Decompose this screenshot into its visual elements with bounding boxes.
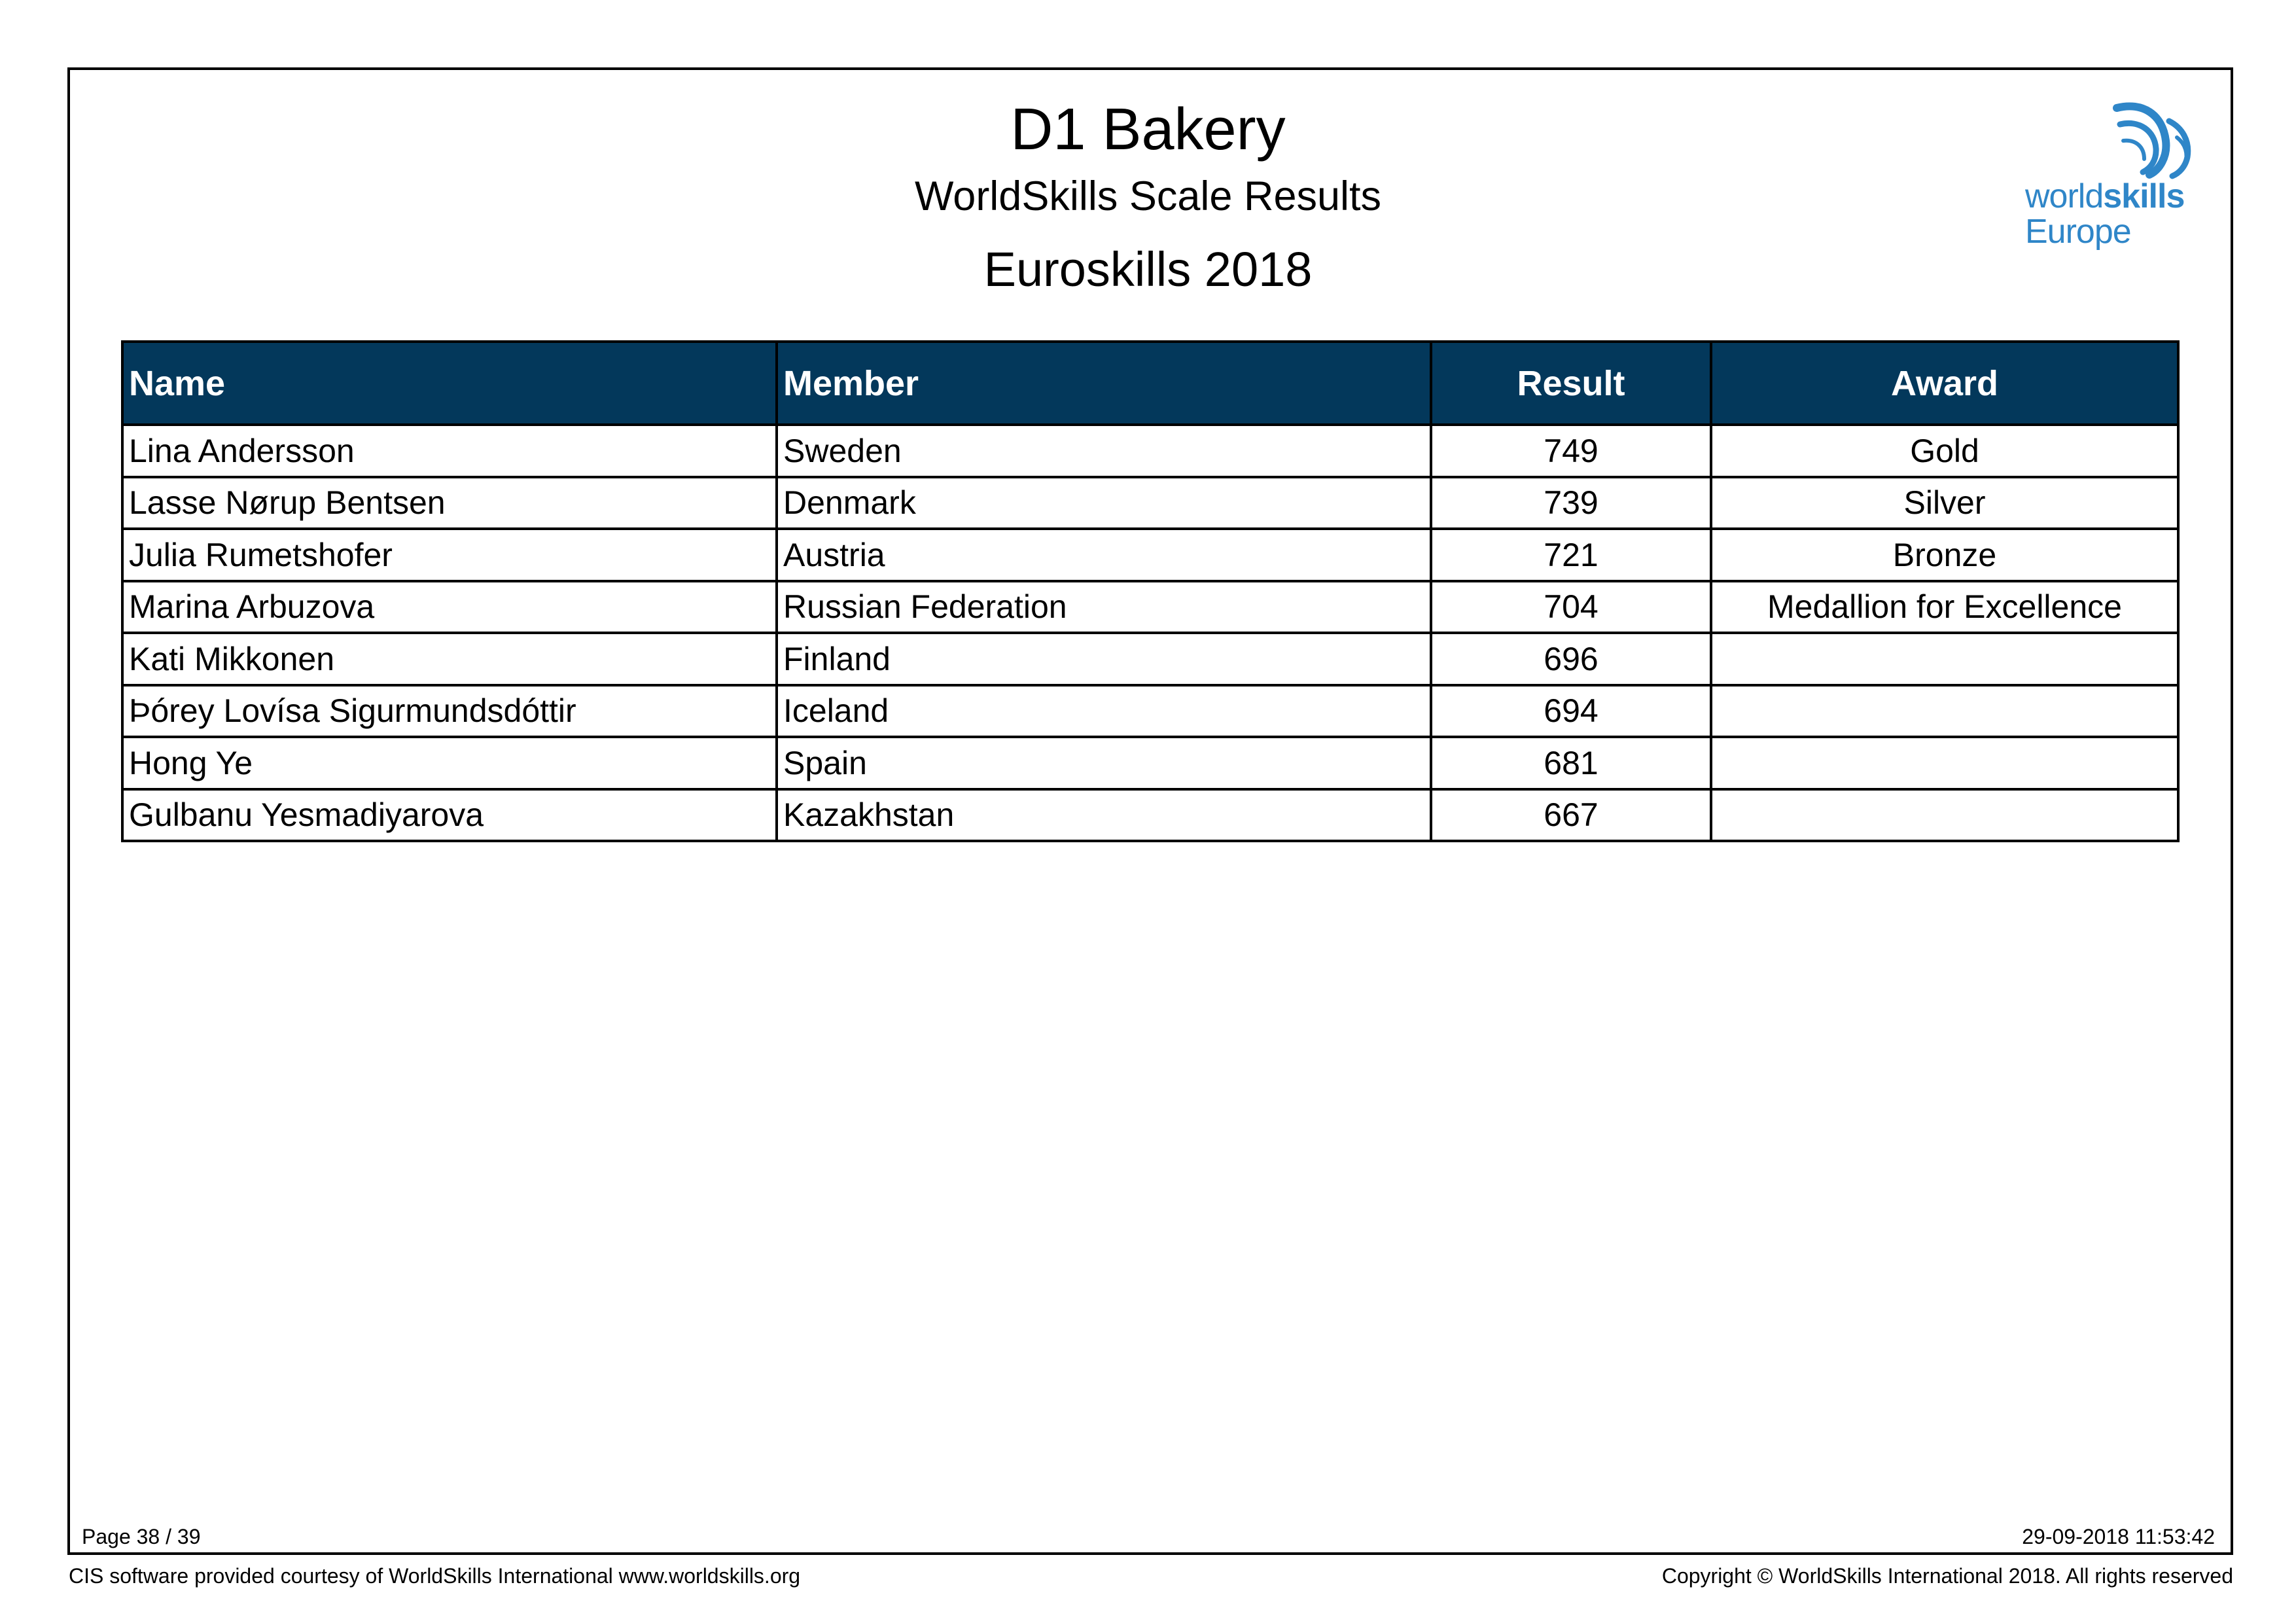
copyright-notice: Copyright © WorldSkills International 2018. All rights reserved <box>1661 1564 2233 1588</box>
logo-word-world: world <box>2025 177 2104 215</box>
cell-result: 681 <box>1431 737 1711 789</box>
cell-name: Kati Mikkonen <box>122 633 777 685</box>
page-title: D1 Bakery <box>1010 97 1286 162</box>
table-header-row <box>122 342 2178 425</box>
cell-name: Gulbanu Yesmadiyarova <box>122 789 777 842</box>
cell-member: Iceland <box>777 685 1431 738</box>
software-credit: CIS software provided courtesy of WorldSkills International www.worldskills.org <box>69 1564 801 1588</box>
cell-name: Hong Ye <box>122 737 777 789</box>
column-header-award: Award <box>1711 342 2178 425</box>
table-row <box>122 581 2178 633</box>
cell-member: Kazakhstan <box>777 789 1431 842</box>
cell-name: Julia Rumetshofer <box>122 529 777 581</box>
cell-award <box>1711 633 2178 685</box>
cell-member: Spain <box>777 737 1431 789</box>
cell-name: Lasse Nørup Bentsen <box>122 477 777 529</box>
cell-member: Denmark <box>777 477 1431 529</box>
cell-award: Gold <box>1711 425 2178 477</box>
column-header-result: Result <box>1431 342 1711 425</box>
cell-member: Finland <box>777 633 1431 685</box>
cell-name: Lina Andersson <box>122 425 777 477</box>
cell-member: Sweden <box>777 425 1431 477</box>
table-row <box>122 789 2178 842</box>
cell-award: Bronze <box>1711 529 2178 581</box>
cell-result: 721 <box>1431 529 1711 581</box>
cell-result: 667 <box>1431 789 1711 842</box>
table-row <box>122 477 2178 529</box>
cell-result: 739 <box>1431 477 1711 529</box>
cell-result: 749 <box>1431 425 1711 477</box>
column-header-member: Member <box>777 342 1431 425</box>
cell-award <box>1711 789 2178 842</box>
event-title: Euroskills 2018 <box>983 242 1313 296</box>
cell-award: Medallion for Excellence <box>1711 581 2178 633</box>
table-row <box>122 737 2178 789</box>
logo-word-europe: Europe <box>2025 213 2131 251</box>
worldskills-europe-logo <box>2019 101 2202 259</box>
page-number: Page 38 / 39 <box>82 1525 201 1548</box>
worldskills-swoosh-icon <box>2104 101 2202 180</box>
table-row <box>122 425 2178 477</box>
cell-award <box>1711 685 2178 738</box>
cell-award <box>1711 737 2178 789</box>
cell-result: 694 <box>1431 685 1711 738</box>
cell-name: Þórey Lovísa Sigurmundsdóttir <box>122 685 777 738</box>
logo-word-skills: skills <box>2103 177 2185 215</box>
cell-member: Russian Federation <box>777 581 1431 633</box>
print-timestamp: 29-09-2018 11:53:42 <box>2022 1525 2215 1548</box>
column-header-name: Name <box>122 342 777 425</box>
table-row <box>122 685 2178 738</box>
results-table <box>121 340 2180 842</box>
table-row <box>122 529 2178 581</box>
page-subtitle: WorldSkills Scale Results <box>914 173 1382 219</box>
cell-name: Marina Arbuzova <box>122 581 777 633</box>
logo-wordmark <box>2025 179 2184 249</box>
cell-result: 696 <box>1431 633 1711 685</box>
cell-result: 704 <box>1431 581 1711 633</box>
cell-member: Austria <box>777 529 1431 581</box>
table-row <box>122 633 2178 685</box>
cell-award: Silver <box>1711 477 2178 529</box>
